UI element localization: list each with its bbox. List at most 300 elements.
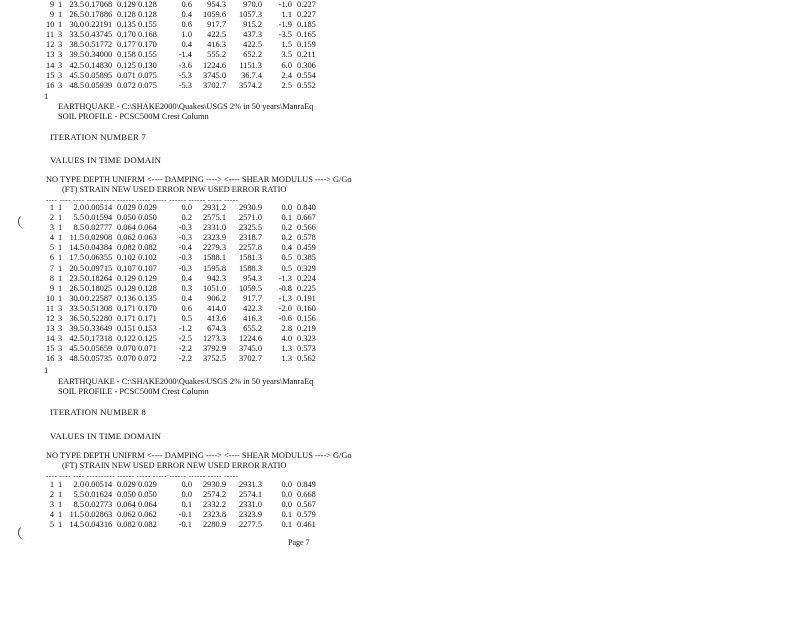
cell-modulus-new: 422.5 (207, 30, 226, 40)
cell-depth: 5.5 (73, 213, 84, 223)
cell-ratio: 0.191 (297, 293, 316, 303)
cell-strain: 0.17068 (85, 0, 113, 9)
table-row (0, 71, 800, 81)
table-row (0, 490, 800, 500)
table-row (0, 40, 800, 50)
cell-ratio: 0.329 (297, 263, 316, 273)
cell-modulus-used: 652.2 (243, 50, 262, 60)
cell-ratio: 0.578 (297, 233, 316, 243)
cell-type: 1 (58, 490, 63, 500)
cell-damping-used: 0.075 (138, 80, 157, 90)
column-dashes-7: ---- ---- ---- ---------- ------ ----- ----- ------ ------ ----- ----- (46, 196, 239, 204)
cell-damping-used: 0.082 (138, 243, 157, 253)
earthquake-line-7: EARTHQUAKE - C:\SHAKE2000\Quakes\USGS 2% in 50 years\ManraEq (58, 102, 314, 111)
cell-strain: 0.22587 (85, 293, 113, 303)
cell-modulus-error: 0.5 (281, 263, 292, 273)
cell-strain: 0.06355 (85, 253, 113, 263)
cell-no: 16 (46, 80, 55, 90)
cell-damping-error: 0.2 (181, 213, 192, 223)
cell-no: 15 (46, 344, 55, 354)
cell-modulus-used: 2277.5 (238, 520, 262, 530)
cell-modulus-new: 3792.9 (202, 344, 226, 354)
cell-type: 3 (58, 50, 63, 60)
cell-damping-used: 0.129 (138, 273, 157, 283)
cell-depth: 39.5 (69, 324, 84, 334)
cell-ratio: 0.306 (297, 60, 316, 70)
cell-depth: 39.5 (69, 50, 84, 60)
cell-modulus-error: 1.3 (281, 344, 292, 354)
cell-modulus-new: 413.6 (207, 314, 226, 324)
table-row (0, 510, 800, 520)
cell-type: 1 (58, 510, 63, 520)
cell-damping-error: -2.5 (178, 334, 192, 344)
cell-modulus-new: 2332.2 (202, 500, 226, 510)
cell-strain: 0.05735 (85, 354, 113, 364)
cell-modulus-used: 1581.3 (238, 253, 262, 263)
cell-modulus-used: 1059.5 (238, 283, 262, 293)
cell-ratio: 0.579 (297, 510, 316, 520)
cell-type: 1 (58, 213, 63, 223)
table-row (0, 0, 800, 10)
table-row (0, 344, 800, 354)
cell-damping-error: 0.6 (181, 0, 192, 9)
cell-ratio: 0.211 (297, 50, 316, 60)
iteration-8-table (0, 480, 800, 530)
cell-depth: 45.5 (69, 344, 84, 354)
cell-damping-used: 0.171 (138, 314, 157, 324)
cell-ratio: 0.461 (297, 520, 316, 530)
cell-ratio: 0.227 (297, 0, 316, 9)
cell-damping-used: 0.029 (138, 480, 157, 489)
cell-modulus-used: 917.7 (243, 293, 262, 303)
cell-modulus-new: 2279.3 (202, 243, 226, 253)
cell-modulus-error: -1.3 (278, 273, 292, 283)
cell-modulus-used: 437.3 (243, 30, 262, 40)
cell-depth: 48.5 (69, 354, 84, 364)
cell-type: 1 (58, 20, 63, 30)
cell-ratio: 0.160 (297, 303, 316, 313)
cell-modulus-error: 1.5 (281, 40, 292, 50)
cell-type: 1 (58, 253, 63, 263)
cell-modulus-used: 416.3 (243, 314, 262, 324)
cell-type: 1 (58, 10, 63, 20)
cell-damping-used: 0.029 (138, 203, 157, 212)
column-header-1-8: NO TYPE DEPTH UNIFRM <---- DAMPING ----> <---- SHEAR MODULUS ----> G/Go (46, 451, 352, 460)
cell-type: 1 (58, 0, 63, 9)
cell-damping-new: 0.129 (117, 0, 136, 9)
table-row (0, 354, 800, 364)
cell-damping-error: -5.3 (178, 70, 192, 80)
cell-no: 1 (49, 203, 54, 212)
cell-damping-error: 0.5 (181, 314, 192, 324)
table-row (0, 520, 800, 530)
table-row (0, 284, 800, 294)
cell-no: 10 (46, 20, 55, 30)
cell-modulus-used: 2257.8 (238, 243, 262, 253)
cell-modulus-error: -3.5 (278, 30, 292, 40)
cell-strain: 0.18025 (85, 283, 113, 293)
cell-damping-new: 0.050 (117, 490, 136, 500)
cell-damping-error: -1.4 (178, 50, 192, 60)
cell-damping-new: 0.029 (117, 203, 136, 212)
column-header-2-7: (FT) STRAIN NEW USED ERROR NEW USED ERROR RATIO (62, 185, 287, 194)
cell-modulus-new: 942.3 (207, 273, 226, 283)
cell-depth: 38.5 (69, 40, 84, 50)
cell-depth: 23.5 (69, 273, 84, 283)
cell-modulus-error: 0.2 (281, 223, 292, 233)
cell-modulus-new: 555.2 (207, 50, 226, 60)
cell-no: 13 (46, 324, 55, 334)
table-row (0, 304, 800, 314)
cell-modulus-used: 422.3 (243, 303, 262, 313)
cell-damping-used: 0.153 (138, 324, 157, 334)
cell-strain: 0.17318 (85, 334, 113, 344)
cell-modulus-used: 2930.9 (238, 203, 262, 212)
cell-modulus-new: 674.3 (207, 324, 226, 334)
cell-damping-error: 0.3 (181, 283, 192, 293)
cell-modulus-error: 0.4 (281, 243, 292, 253)
cell-damping-used: 0.168 (138, 30, 157, 40)
cell-modulus-used: 2571.0 (238, 213, 262, 223)
cell-depth: 2.0 (73, 480, 84, 489)
table-row (0, 314, 800, 324)
cell-ratio: 0.159 (297, 40, 316, 50)
cell-modulus-used: 36.7.4 (241, 70, 262, 80)
cell-modulus-new: 2930.9 (202, 480, 226, 489)
cell-type: 1 (58, 500, 63, 510)
cell-strain: 0.00514 (85, 203, 113, 212)
cell-modulus-used: 2931.3 (238, 480, 262, 489)
cell-depth: 11.5 (69, 233, 84, 243)
cell-damping-used: 0.102 (138, 253, 157, 263)
cell-strain: 0.51772 (85, 40, 113, 50)
cell-modulus-new: 2280.9 (202, 520, 226, 530)
cell-ratio: 0.385 (297, 253, 316, 263)
table-row (0, 20, 800, 30)
cell-damping-error: 0.4 (181, 10, 192, 20)
cell-modulus-error: 1.3 (281, 354, 292, 364)
cell-damping-new: 0.064 (117, 223, 136, 233)
cell-depth: 11.5 (69, 510, 84, 520)
cell-modulus-new: 2323.8 (202, 510, 226, 520)
cell-damping-used: 0.050 (138, 213, 157, 223)
cell-strain: 0.34000 (85, 50, 113, 60)
cell-type: 3 (58, 324, 63, 334)
cell-modulus-new: 3745.0 (202, 70, 226, 80)
cell-strain: 0.43745 (85, 30, 113, 40)
cell-modulus-new: 3752.5 (202, 354, 226, 364)
cell-modulus-used: 1057.3 (238, 10, 262, 20)
cell-strain: 0.02777 (85, 223, 113, 233)
cell-strain: 0.00514 (85, 480, 113, 489)
cell-ratio: 0.156 (297, 314, 316, 324)
cell-damping-used: 0.128 (138, 283, 157, 293)
cell-type: 3 (58, 354, 63, 364)
earthquake-line-8: EARTHQUAKE - C:\SHAKE2000\Quakes\USGS 2% in 50 years\ManraEq (58, 377, 314, 386)
cell-damping-error: -0.3 (178, 253, 192, 263)
cell-no: 4 (49, 233, 54, 243)
cell-damping-new: 0.107 (117, 263, 136, 273)
cell-modulus-error: -2.0 (278, 303, 292, 313)
cell-damping-used: 0.170 (138, 40, 157, 50)
table-row (0, 223, 800, 233)
cell-modulus-new: 906.2 (207, 293, 226, 303)
cell-no: 11 (46, 303, 55, 313)
cell-damping-used: 0.135 (138, 293, 157, 303)
cell-no: 1 (49, 480, 54, 489)
cell-damping-error: -0.3 (178, 233, 192, 243)
cell-modulus-error: -1.9 (278, 20, 292, 30)
cell-modulus-new: 2931.2 (202, 203, 226, 212)
cell-depth: 42.5 (69, 334, 84, 344)
table-row (0, 50, 800, 60)
cell-damping-used: 0.128 (138, 10, 157, 20)
cell-modulus-new: 3702.7 (202, 80, 226, 90)
cell-modulus-used: 2325.5 (238, 223, 262, 233)
table-row (0, 274, 800, 284)
iteration-7-table (0, 203, 800, 365)
cell-damping-new: 0.071 (117, 70, 136, 80)
cell-modulus-used: 2323.9 (238, 510, 262, 520)
cell-modulus-new: 2323.9 (202, 233, 226, 243)
cell-no: 12 (46, 314, 55, 324)
cell-damping-new: 0.062 (117, 233, 136, 243)
cell-no: 15 (46, 70, 55, 80)
cell-modulus-used: 1588.3 (238, 263, 262, 273)
cell-modulus-new: 414.0 (207, 303, 226, 313)
section-title-7: VALUES IN TIME DOMAIN (50, 155, 162, 165)
cell-strain: 0.17886 (85, 10, 113, 20)
cell-damping-used: 0.125 (138, 334, 157, 344)
table-row (0, 10, 800, 20)
cell-ratio: 0.849 (297, 480, 316, 489)
cell-modulus-used: 2331.0 (238, 500, 262, 510)
cell-damping-error: 0.4 (181, 40, 192, 50)
cell-damping-new: 0.177 (117, 40, 136, 50)
cell-no: 5 (49, 520, 54, 530)
cell-damping-new: 0.170 (117, 30, 136, 40)
cell-strain: 0.09715 (85, 263, 113, 273)
table-row (0, 243, 800, 253)
cell-type: 3 (58, 60, 63, 70)
cell-type: 3 (58, 80, 63, 90)
cell-no: 13 (46, 50, 55, 60)
cell-modulus-error: 0.1 (281, 510, 292, 520)
cell-damping-new: 0.135 (117, 20, 136, 30)
cell-modulus-error: 3.5 (281, 50, 292, 60)
cell-modulus-used: 2318.7 (238, 233, 262, 243)
cell-no: 9 (49, 10, 54, 20)
cell-modulus-new: 1595.8 (202, 263, 226, 273)
section-title-8: VALUES IN TIME DOMAIN (50, 431, 162, 441)
cell-damping-error: 0.4 (181, 273, 192, 283)
cell-modulus-new: 954.3 (207, 0, 226, 9)
cell-modulus-used: 970.0 (243, 0, 262, 9)
table-row (0, 324, 800, 334)
cell-damping-used: 0.062 (138, 510, 157, 520)
cell-no: 6 (49, 253, 54, 263)
cell-damping-used: 0.155 (138, 20, 157, 30)
column-header-2-8: (FT) STRAIN NEW USED ERROR NEW USED ERROR RATIO (62, 461, 287, 470)
cell-no: 11 (46, 30, 55, 40)
cell-type: 1 (58, 223, 63, 233)
cell-ratio: 0.459 (297, 243, 316, 253)
cell-depth: 5.5 (73, 490, 84, 500)
cell-depth: 23.5 (69, 0, 84, 9)
cell-damping-new: 0.136 (117, 293, 136, 303)
cell-damping-error: 0.0 (181, 490, 192, 500)
cell-no: 14 (46, 334, 55, 344)
cell-type: 1 (58, 283, 63, 293)
cell-modulus-error: -1.0 (278, 0, 292, 9)
table-row (0, 253, 800, 263)
cell-no: 8 (49, 273, 54, 283)
cell-damping-error: -0.3 (178, 223, 192, 233)
cell-damping-new: 0.082 (117, 243, 136, 253)
cell-modulus-used: 3702.7 (238, 354, 262, 364)
table-row (0, 334, 800, 344)
cell-type: 1 (58, 233, 63, 243)
cell-ratio: 0.562 (297, 354, 316, 364)
column-dashes-8: ---- ---- ---- ---------- ------ ----- ----- ------ ------ ----- ----- (46, 472, 239, 480)
cell-ratio: 0.219 (297, 324, 316, 334)
cell-ratio: 0.323 (297, 334, 316, 344)
binder-hole-mark-1 (18, 214, 27, 229)
top-table-trailer: 1 (44, 92, 49, 101)
cell-modulus-error: -1.3 (278, 293, 292, 303)
cell-modulus-error: 0.0 (281, 500, 292, 510)
cell-depth: 33.5 (69, 303, 84, 313)
table-row (0, 203, 800, 213)
cell-damping-error: 0.6 (181, 303, 192, 313)
cell-type: 1 (58, 273, 63, 283)
cell-depth: 30.0 (69, 293, 84, 303)
cell-modulus-error: 6.0 (281, 60, 292, 70)
cell-modulus-error: 4.0 (281, 334, 292, 344)
cell-damping-new: 0.128 (117, 10, 136, 20)
cell-modulus-used: 2574.1 (238, 490, 262, 500)
cell-damping-new: 0.070 (117, 354, 136, 364)
cell-damping-new: 0.050 (117, 213, 136, 223)
cell-modulus-error: 0.1 (281, 520, 292, 530)
cell-damping-error: -0.3 (178, 263, 192, 273)
cell-type: 1 (58, 293, 63, 303)
cell-modulus-error: 0.0 (281, 203, 292, 212)
cell-depth: 30.0 (69, 20, 84, 30)
cell-damping-new: 0.070 (117, 344, 136, 354)
cell-no: 14 (46, 60, 55, 70)
cell-damping-used: 0.170 (138, 303, 157, 313)
cell-ratio: 0.840 (297, 203, 316, 212)
cell-depth: 8.5 (73, 223, 84, 233)
table-row (0, 294, 800, 304)
cell-strain: 0.02773 (85, 500, 113, 510)
cell-ratio: 0.554 (297, 70, 316, 80)
cell-damping-new: 0.171 (117, 314, 136, 324)
cell-no: 16 (46, 354, 55, 364)
cell-type: 3 (58, 303, 63, 313)
cell-damping-error: -2.2 (178, 354, 192, 364)
cell-damping-new: 0.125 (117, 60, 136, 70)
cell-damping-used: 0.155 (138, 50, 157, 60)
cell-no: 5 (49, 243, 54, 253)
cell-damping-error: 0.0 (181, 203, 192, 212)
cell-ratio: 0.224 (297, 273, 316, 283)
cell-modulus-used: 954.3 (243, 273, 262, 283)
cell-modulus-error: 2.8 (281, 324, 292, 334)
cell-modulus-new: 2574.2 (202, 490, 226, 500)
cell-damping-error: 0.6 (181, 20, 192, 30)
cell-strain: 0.04316 (85, 520, 113, 530)
cell-damping-error: -1.2 (178, 324, 192, 334)
cell-strain: 0.18264 (85, 273, 113, 283)
cell-no: 3 (49, 500, 54, 510)
cell-depth: 48.5 (69, 80, 84, 90)
page-number: Page 7 (288, 538, 310, 547)
table-row (0, 233, 800, 243)
cell-depth: 45.5 (69, 70, 84, 80)
cell-damping-used: 0.075 (138, 70, 157, 80)
cell-ratio: 0.185 (297, 20, 316, 30)
cell-modulus-used: 3574.2 (238, 80, 262, 90)
cell-strain: 0.05659 (85, 344, 113, 354)
cell-strain: 0.14830 (85, 60, 113, 70)
cell-modulus-new: 1588.1 (202, 253, 226, 263)
cell-modulus-new: 1273.3 (202, 334, 226, 344)
cell-ratio: 0.573 (297, 344, 316, 354)
cell-ratio: 0.567 (297, 500, 316, 510)
cell-modulus-new: 2575.1 (202, 213, 226, 223)
cell-no: 2 (49, 490, 54, 500)
cell-type: 1 (58, 243, 63, 253)
cell-damping-used: 0.130 (138, 60, 157, 70)
cell-damping-error: -2.2 (178, 344, 192, 354)
cell-damping-new: 0.129 (117, 273, 136, 283)
cell-damping-new: 0.171 (117, 303, 136, 313)
cell-modulus-error: 0.2 (281, 233, 292, 243)
cell-strain: 0.01624 (85, 490, 113, 500)
cell-modulus-error: 0.0 (281, 490, 292, 500)
table-row (0, 500, 800, 510)
cell-damping-error: -0.1 (178, 510, 192, 520)
cell-depth: 17.5 (69, 253, 84, 263)
table-row (0, 81, 800, 91)
cell-damping-used: 0.064 (138, 500, 157, 510)
cell-ratio: 0.225 (297, 283, 316, 293)
cell-damping-error: 0.4 (181, 293, 192, 303)
cell-modulus-new: 1224.6 (202, 60, 226, 70)
table-row (0, 213, 800, 223)
cell-no: 7 (49, 263, 54, 273)
table-row (0, 480, 800, 490)
cell-ratio: 0.668 (297, 490, 316, 500)
table-row (0, 30, 800, 40)
cell-strain: 0.02908 (85, 233, 113, 243)
cell-strain: 0.52280 (85, 314, 113, 324)
cell-depth: 33.5 (69, 30, 84, 40)
cell-strain: 0.04384 (85, 243, 113, 253)
cell-type: 3 (58, 314, 63, 324)
cell-type: 3 (58, 70, 63, 80)
cell-strain: 0.22191 (85, 20, 113, 30)
cell-damping-new: 0.072 (117, 80, 136, 90)
cell-no: 9 (49, 0, 54, 9)
cell-damping-used: 0.082 (138, 520, 157, 530)
cell-modulus-error: 2.5 (281, 80, 292, 90)
cell-modulus-error: 2.4 (281, 70, 292, 80)
cell-no: 4 (49, 510, 54, 520)
cell-damping-error: 1.0 (181, 30, 192, 40)
